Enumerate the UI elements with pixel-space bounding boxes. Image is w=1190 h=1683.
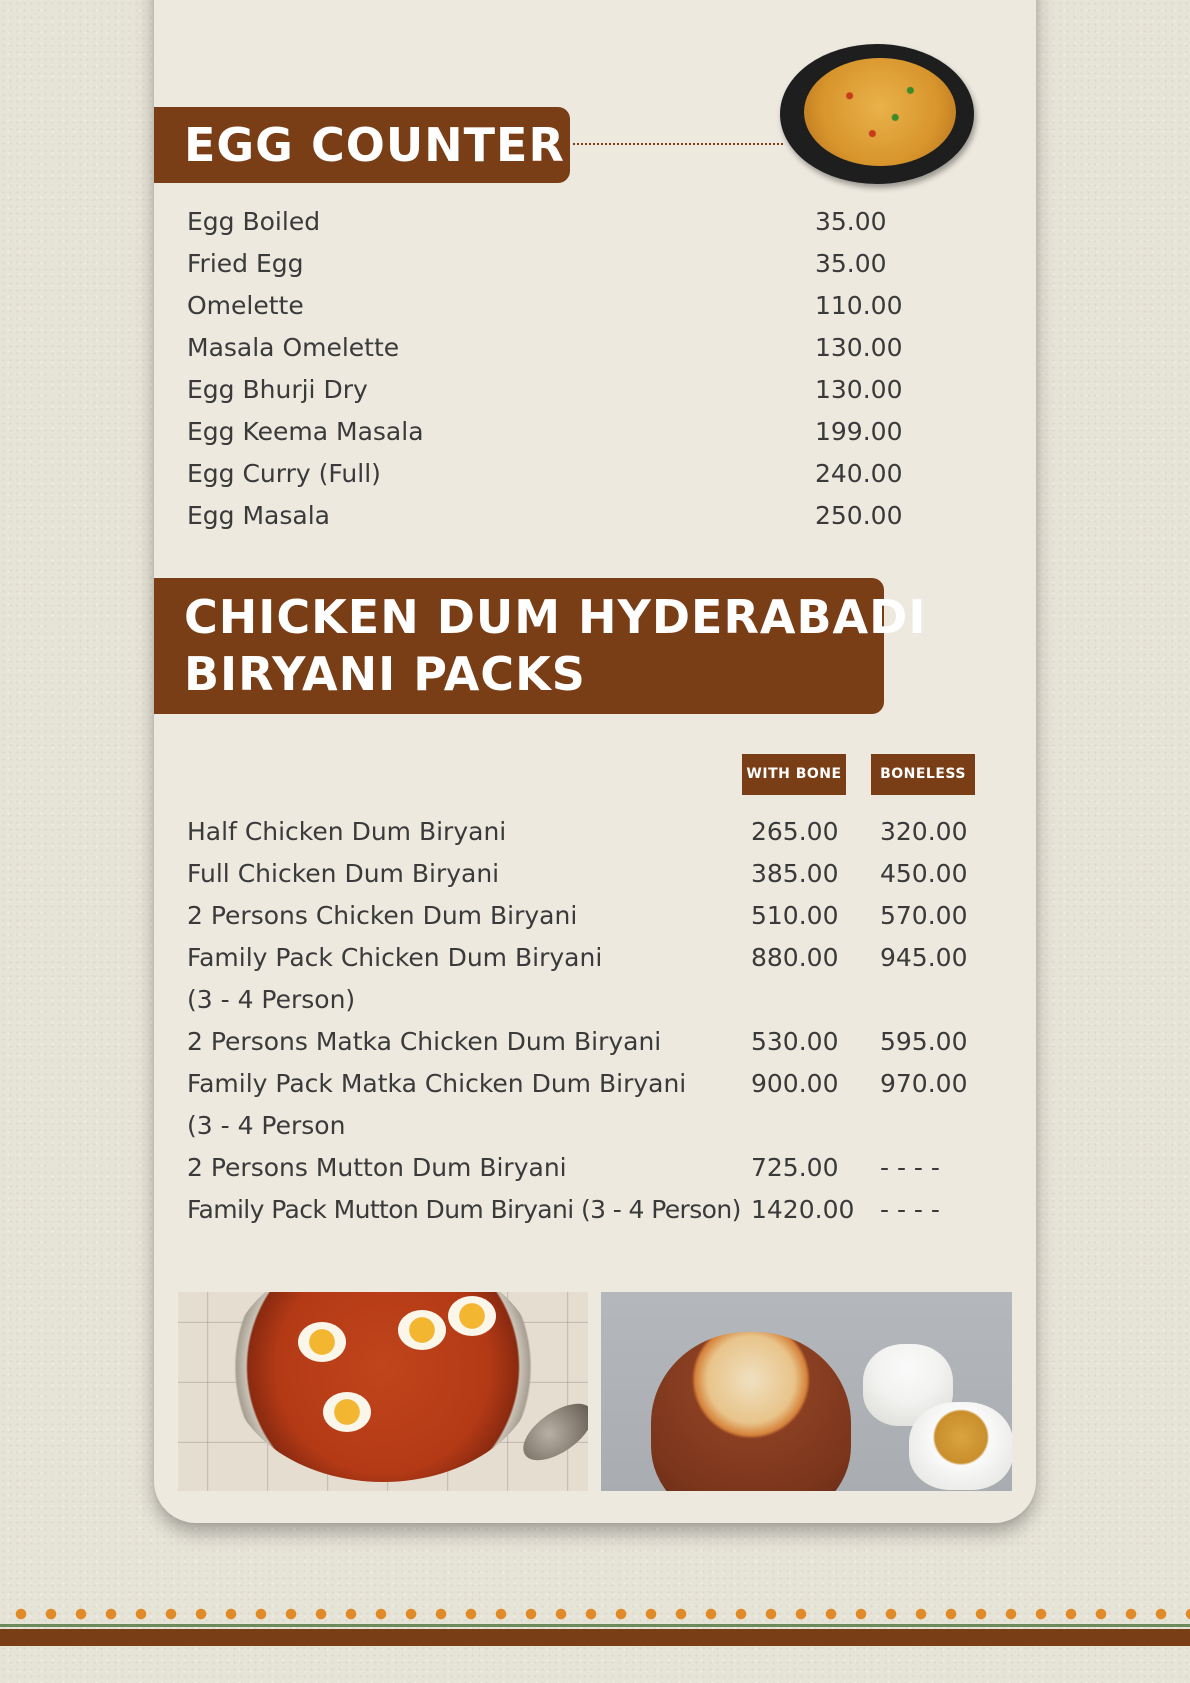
biryani-with-bone-price: 385.00 bbox=[751, 859, 839, 888]
biryani-with-bone-price: 725.00 bbox=[751, 1153, 839, 1182]
egg-half-icon bbox=[323, 1392, 371, 1432]
egg-item-price: 250.00 bbox=[815, 501, 903, 530]
boneless-column-header: BONELESS bbox=[871, 754, 975, 795]
biryani-pot-icon bbox=[651, 1332, 851, 1491]
biryani-with-bone-price: 880.00 bbox=[751, 943, 839, 972]
egg-item-price: 240.00 bbox=[815, 459, 903, 488]
salan-cup-icon bbox=[909, 1402, 1012, 1490]
biryani-boneless-price: 945.00 bbox=[880, 943, 968, 972]
banner-dotted-divider bbox=[573, 143, 783, 145]
biryani-item-name: Half Chicken Dum Biryani bbox=[187, 817, 507, 846]
egg-item-name: Fried Egg bbox=[187, 249, 304, 278]
egg-curry-photo bbox=[178, 1292, 588, 1491]
biryani-with-bone-price: 530.00 bbox=[751, 1027, 839, 1056]
biryani-boneless-price: - - - - bbox=[880, 1195, 940, 1224]
footer-brown-bar bbox=[0, 1629, 1190, 1646]
egg-item-name: Egg Curry (Full) bbox=[187, 459, 381, 488]
egg-item-price: 110.00 bbox=[815, 291, 903, 320]
egg-item-name: Omelette bbox=[187, 291, 304, 320]
biryani-with-bone-price: 510.00 bbox=[751, 901, 839, 930]
egg-half-icon bbox=[448, 1296, 496, 1336]
biryani-boneless-price: 570.00 bbox=[880, 901, 968, 930]
egg-item-price: 130.00 bbox=[815, 375, 903, 404]
omelette-plate-image bbox=[780, 44, 974, 184]
with-bone-column-header: WITH BONE bbox=[742, 754, 846, 795]
egg-item-name: Egg Masala bbox=[187, 501, 330, 530]
egg-half-icon bbox=[398, 1310, 446, 1350]
egg-item-price: 199.00 bbox=[815, 417, 903, 446]
footer-dot-border bbox=[0, 1606, 1190, 1622]
footer-green-line bbox=[0, 1624, 1190, 1627]
omelette-icon bbox=[804, 58, 956, 166]
biryani-item-name: Full Chicken Dum Biryani bbox=[187, 859, 500, 888]
egg-item-name: Masala Omelette bbox=[187, 333, 400, 362]
biryani-boneless-price: 320.00 bbox=[880, 817, 968, 846]
biryani-item-name: Family Pack Mutton Dum Biryani (3 - 4 Person) bbox=[187, 1195, 741, 1224]
biryani-with-bone-price: 1420.00 bbox=[751, 1195, 855, 1224]
egg-item-price: 130.00 bbox=[815, 333, 903, 362]
biryani-with-bone-price: 265.00 bbox=[751, 817, 839, 846]
biryani-boneless-price: 450.00 bbox=[880, 859, 968, 888]
biryani-item-name: 2 Persons Mutton Dum Biryani bbox=[187, 1153, 567, 1182]
biryani-item-subtext: (3 - 4 Person bbox=[187, 1111, 346, 1140]
biryani-title-line2: BIRYANI PACKS bbox=[184, 647, 586, 701]
biryani-item-subtext: (3 - 4 Person) bbox=[187, 985, 356, 1014]
biryani-item-name: Family Pack Chicken Dum Biryani bbox=[187, 943, 603, 972]
egg-item-name: Egg Keema Masala bbox=[187, 417, 424, 446]
egg-item-name: Egg Bhurji Dry bbox=[187, 375, 368, 404]
biryani-banner bbox=[154, 578, 927, 714]
egg-item-name: Egg Boiled bbox=[187, 207, 321, 236]
biryani-boneless-price: 970.00 bbox=[880, 1069, 968, 1098]
biryani-pot-photo bbox=[601, 1292, 1012, 1491]
biryani-boneless-price: - - - - bbox=[880, 1153, 940, 1182]
biryani-item-name: Family Pack Matka Chicken Dum Biryani bbox=[187, 1069, 687, 1098]
biryani-title-line1: CHICKEN DUM HYDERABADI bbox=[184, 590, 927, 644]
biryani-item-name: 2 Persons Matka Chicken Dum Biryani bbox=[187, 1027, 662, 1056]
egg-half-icon bbox=[298, 1322, 346, 1362]
egg-item-price: 35.00 bbox=[815, 249, 887, 278]
egg-counter-banner bbox=[154, 107, 570, 183]
biryani-item-name: 2 Persons Chicken Dum Biryani bbox=[187, 901, 578, 930]
egg-item-price: 35.00 bbox=[815, 207, 887, 236]
biryani-boneless-price: 595.00 bbox=[880, 1027, 968, 1056]
egg-counter-title: EGG COUNTER bbox=[184, 118, 565, 172]
biryani-with-bone-price: 900.00 bbox=[751, 1069, 839, 1098]
